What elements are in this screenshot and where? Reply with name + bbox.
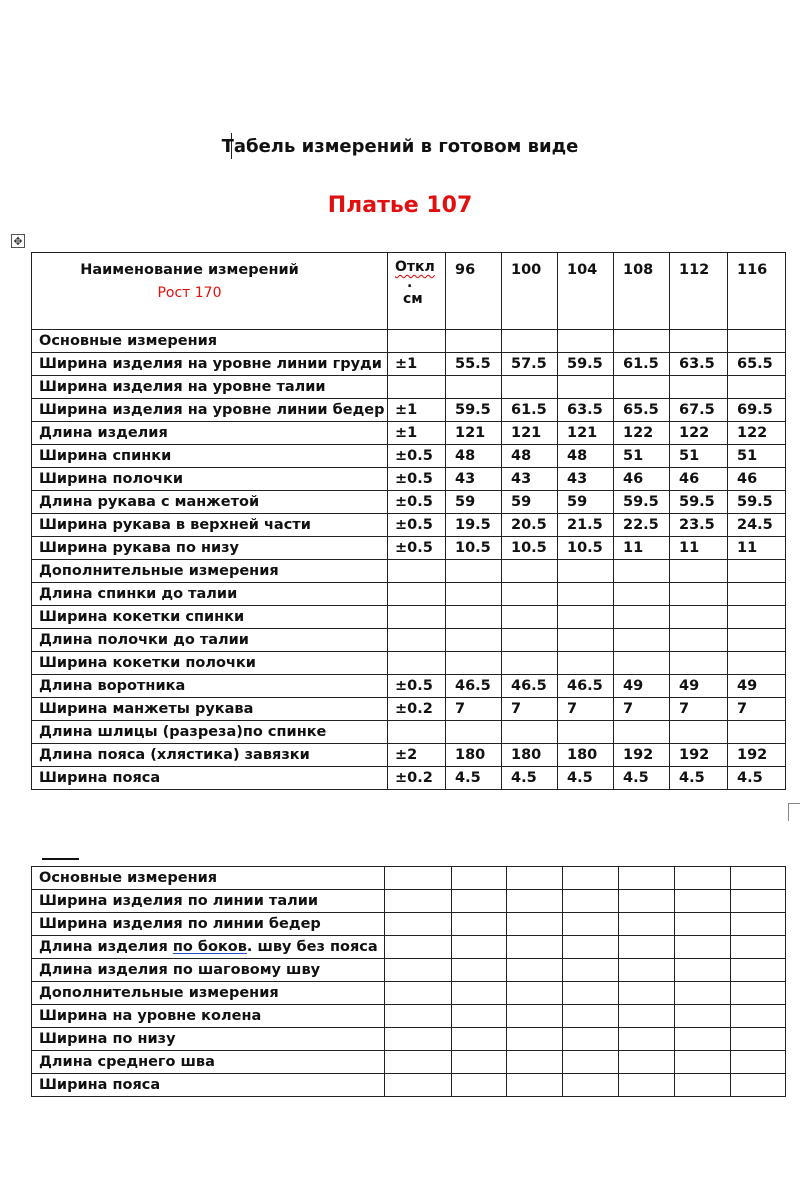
empty-value-cell bbox=[507, 959, 563, 982]
table-row bbox=[32, 675, 786, 698]
table-row bbox=[32, 890, 786, 913]
table-end-marker bbox=[788, 803, 800, 821]
value-cell: 65.5 bbox=[614, 399, 670, 422]
empty-value-cell bbox=[675, 867, 731, 890]
header-height-label: Рост 170 bbox=[157, 285, 222, 301]
tolerance-cell bbox=[388, 606, 446, 629]
header-tolerance-unit: см bbox=[403, 291, 423, 307]
value-cell: 59.5 bbox=[446, 399, 502, 422]
header-size-96: 96 bbox=[446, 253, 502, 330]
value-cell: 122 bbox=[670, 422, 728, 445]
header-size-112: 112 bbox=[670, 253, 728, 330]
value-cell: 10.5 bbox=[558, 537, 614, 560]
measurement-name: Ширина кокетки спинки bbox=[32, 606, 388, 629]
empty-value-cell bbox=[563, 867, 619, 890]
empty-value-cell bbox=[563, 1028, 619, 1051]
empty-value-cell bbox=[385, 1005, 452, 1028]
measurement-name: Дополнительные измерения bbox=[32, 560, 388, 583]
value-cell bbox=[558, 606, 614, 629]
header-tolerance-dot: . bbox=[407, 275, 413, 291]
measurement-name: Дополнительные измерения bbox=[32, 982, 385, 1005]
value-cell: 4.5 bbox=[502, 767, 558, 790]
value-cell bbox=[670, 652, 728, 675]
underlined-term: по боков bbox=[172, 939, 247, 955]
value-cell: 48 bbox=[558, 445, 614, 468]
header-size-116: 116 bbox=[728, 253, 786, 330]
value-cell bbox=[670, 376, 728, 399]
empty-value-cell bbox=[385, 982, 452, 1005]
value-cell bbox=[670, 560, 728, 583]
value-cell: 43 bbox=[502, 468, 558, 491]
value-cell: 23.5 bbox=[670, 514, 728, 537]
tolerance-cell: ±0.5 bbox=[388, 445, 446, 468]
value-cell: 7 bbox=[558, 698, 614, 721]
value-cell: 10.5 bbox=[446, 537, 502, 560]
table-row bbox=[32, 491, 786, 514]
value-cell: 51 bbox=[670, 445, 728, 468]
tolerance-cell: ±1 bbox=[388, 422, 446, 445]
value-cell: 43 bbox=[446, 468, 502, 491]
empty-value-cell bbox=[385, 913, 452, 936]
empty-value-cell bbox=[507, 890, 563, 913]
value-cell bbox=[728, 376, 786, 399]
empty-value-cell bbox=[452, 936, 507, 959]
value-cell: 180 bbox=[446, 744, 502, 767]
value-cell bbox=[502, 583, 558, 606]
value-cell bbox=[502, 606, 558, 629]
secondary-measurement-table bbox=[31, 866, 786, 1097]
tolerance-cell bbox=[388, 330, 446, 353]
value-cell: 46 bbox=[614, 468, 670, 491]
measurement-name: Основные измерения bbox=[32, 330, 388, 353]
value-cell: 59 bbox=[558, 491, 614, 514]
value-cell bbox=[446, 721, 502, 744]
empty-value-cell bbox=[731, 1005, 786, 1028]
value-cell bbox=[446, 629, 502, 652]
header-size-108: 108 bbox=[614, 253, 670, 330]
header-size-104: 104 bbox=[558, 253, 614, 330]
measurement-name: Ширина изделия по линии бедер bbox=[32, 913, 385, 936]
value-cell bbox=[728, 560, 786, 583]
empty-value-cell bbox=[731, 1028, 786, 1051]
empty-value-cell bbox=[731, 913, 786, 936]
empty-value-cell bbox=[507, 867, 563, 890]
table-row bbox=[32, 767, 786, 790]
measurement-name: Ширина полочки bbox=[32, 468, 388, 491]
empty-value-cell bbox=[675, 890, 731, 913]
empty-value-cell bbox=[385, 936, 452, 959]
value-cell: 63.5 bbox=[670, 353, 728, 376]
value-cell: 59.5 bbox=[558, 353, 614, 376]
value-cell: 7 bbox=[614, 698, 670, 721]
value-cell: 46 bbox=[728, 468, 786, 491]
value-cell: 4.5 bbox=[614, 767, 670, 790]
header-tolerance-cell bbox=[388, 253, 446, 330]
empty-value-cell bbox=[619, 1028, 675, 1051]
tolerance-cell bbox=[388, 652, 446, 675]
name-part: Длина изделия bbox=[39, 939, 173, 955]
value-cell bbox=[670, 583, 728, 606]
measurement-name: Длина рукава с манжетой bbox=[32, 491, 388, 514]
table-row bbox=[32, 422, 786, 445]
tolerance-cell bbox=[388, 721, 446, 744]
empty-value-cell bbox=[385, 959, 452, 982]
value-cell: 67.5 bbox=[670, 399, 728, 422]
value-cell bbox=[558, 629, 614, 652]
empty-value-cell bbox=[452, 890, 507, 913]
tolerance-cell: ±0.5 bbox=[388, 514, 446, 537]
empty-value-cell bbox=[507, 982, 563, 1005]
value-cell bbox=[558, 583, 614, 606]
table-row bbox=[32, 1005, 786, 1028]
value-cell: 21.5 bbox=[558, 514, 614, 537]
empty-value-cell bbox=[675, 1028, 731, 1051]
empty-value-cell bbox=[507, 1005, 563, 1028]
value-cell bbox=[670, 721, 728, 744]
value-cell: 46.5 bbox=[446, 675, 502, 698]
value-cell: 11 bbox=[728, 537, 786, 560]
empty-value-cell bbox=[452, 982, 507, 1005]
header-name-cell bbox=[32, 253, 388, 330]
tolerance-cell bbox=[388, 376, 446, 399]
value-cell bbox=[502, 652, 558, 675]
value-cell bbox=[728, 330, 786, 353]
table-row bbox=[32, 1074, 786, 1097]
measurement-name: Ширина пояса bbox=[32, 1074, 385, 1097]
empty-value-cell bbox=[452, 1074, 507, 1097]
empty-value-cell bbox=[563, 890, 619, 913]
value-cell bbox=[558, 560, 614, 583]
value-cell: 10.5 bbox=[502, 537, 558, 560]
value-cell bbox=[446, 652, 502, 675]
measurement-name: Ширина пояса bbox=[32, 767, 388, 790]
value-cell: 65.5 bbox=[728, 353, 786, 376]
empty-value-cell bbox=[452, 1051, 507, 1074]
value-cell: 48 bbox=[446, 445, 502, 468]
value-cell: 7 bbox=[728, 698, 786, 721]
measurement-name: Длина изделия bbox=[32, 422, 388, 445]
measurement-name: Ширина изделия на уровне талии bbox=[32, 376, 388, 399]
value-cell bbox=[670, 629, 728, 652]
empty-value-cell bbox=[452, 959, 507, 982]
value-cell: 20.5 bbox=[502, 514, 558, 537]
measurement-name: Длина среднего шва bbox=[32, 1051, 385, 1074]
value-cell bbox=[558, 652, 614, 675]
value-cell: 59 bbox=[502, 491, 558, 514]
empty-value-cell bbox=[563, 936, 619, 959]
value-cell: 46 bbox=[670, 468, 728, 491]
value-cell bbox=[614, 376, 670, 399]
table-row bbox=[32, 867, 786, 890]
value-cell: 122 bbox=[728, 422, 786, 445]
value-cell: 19.5 bbox=[446, 514, 502, 537]
tolerance-cell bbox=[388, 629, 446, 652]
value-cell: 4.5 bbox=[446, 767, 502, 790]
value-cell: 192 bbox=[670, 744, 728, 767]
value-cell: 46.5 bbox=[558, 675, 614, 698]
value-cell: 51 bbox=[614, 445, 670, 468]
tolerance-cell: ±2 bbox=[388, 744, 446, 767]
empty-value-cell bbox=[619, 1051, 675, 1074]
value-cell bbox=[502, 560, 558, 583]
value-cell bbox=[446, 330, 502, 353]
empty-value-cell bbox=[619, 959, 675, 982]
empty-value-cell bbox=[507, 1028, 563, 1051]
measurement-name: Длина спинки до талии bbox=[32, 583, 388, 606]
measurement-name: Длина пояса (хлястика) завязки bbox=[32, 744, 388, 767]
table-row bbox=[32, 514, 786, 537]
value-cell: 69.5 bbox=[728, 399, 786, 422]
empty-value-cell bbox=[507, 1074, 563, 1097]
value-cell: 55.5 bbox=[446, 353, 502, 376]
empty-value-cell bbox=[675, 982, 731, 1005]
table-row bbox=[32, 744, 786, 767]
value-cell: 51 bbox=[728, 445, 786, 468]
short-rule bbox=[42, 858, 79, 860]
measurement-name: Ширина манжеты рукава bbox=[32, 698, 388, 721]
table-row bbox=[32, 982, 786, 1005]
tolerance-cell: ±0.2 bbox=[388, 767, 446, 790]
value-cell bbox=[614, 652, 670, 675]
value-cell: 49 bbox=[728, 675, 786, 698]
value-cell bbox=[446, 583, 502, 606]
measurement-name: Основные измерения bbox=[32, 867, 385, 890]
table-row bbox=[32, 376, 786, 399]
empty-value-cell bbox=[452, 867, 507, 890]
name-part: . шву без пояса bbox=[246, 939, 378, 955]
tolerance-cell: ±0.5 bbox=[388, 537, 446, 560]
empty-value-cell bbox=[731, 890, 786, 913]
table-row bbox=[32, 606, 786, 629]
measurement-table bbox=[31, 252, 786, 790]
table-row bbox=[32, 913, 786, 936]
value-cell bbox=[614, 330, 670, 353]
table-row bbox=[32, 468, 786, 491]
value-cell bbox=[728, 583, 786, 606]
empty-value-cell bbox=[563, 1074, 619, 1097]
measurement-name: Ширина по низу bbox=[32, 1028, 385, 1051]
value-cell bbox=[446, 606, 502, 629]
empty-value-cell bbox=[731, 959, 786, 982]
empty-value-cell bbox=[731, 1074, 786, 1097]
value-cell: 4.5 bbox=[558, 767, 614, 790]
table-row bbox=[32, 652, 786, 675]
empty-value-cell bbox=[385, 1074, 452, 1097]
table-row bbox=[32, 330, 786, 353]
empty-value-cell bbox=[452, 913, 507, 936]
value-cell: 122 bbox=[614, 422, 670, 445]
table-row bbox=[32, 537, 786, 560]
empty-value-cell bbox=[507, 936, 563, 959]
empty-value-cell bbox=[675, 1051, 731, 1074]
value-cell bbox=[558, 376, 614, 399]
value-cell: 59.5 bbox=[614, 491, 670, 514]
value-cell bbox=[614, 629, 670, 652]
value-cell bbox=[558, 330, 614, 353]
measurement-name: Ширина на уровне колена bbox=[32, 1005, 385, 1028]
table-row bbox=[32, 399, 786, 422]
value-cell bbox=[670, 606, 728, 629]
measurement-name: Длина изделия по шаговому шву bbox=[32, 959, 385, 982]
value-cell: 11 bbox=[614, 537, 670, 560]
value-cell bbox=[670, 330, 728, 353]
value-cell: 4.5 bbox=[670, 767, 728, 790]
value-cell bbox=[728, 606, 786, 629]
empty-value-cell bbox=[563, 1051, 619, 1074]
page-title: Табель измерений в готовом виде bbox=[221, 136, 579, 157]
empty-value-cell bbox=[675, 1074, 731, 1097]
value-cell: 61.5 bbox=[502, 399, 558, 422]
value-cell: 46.5 bbox=[502, 675, 558, 698]
value-cell: 48 bbox=[502, 445, 558, 468]
tolerance-cell: ±0.2 bbox=[388, 698, 446, 721]
empty-value-cell bbox=[675, 959, 731, 982]
empty-value-cell bbox=[619, 913, 675, 936]
value-cell: 24.5 bbox=[728, 514, 786, 537]
empty-value-cell bbox=[452, 1005, 507, 1028]
table-row bbox=[32, 721, 786, 744]
value-cell: 121 bbox=[446, 422, 502, 445]
value-cell: 180 bbox=[502, 744, 558, 767]
tolerance-cell: ±1 bbox=[388, 399, 446, 422]
value-cell bbox=[728, 652, 786, 675]
empty-value-cell bbox=[563, 1005, 619, 1028]
empty-value-cell bbox=[563, 959, 619, 982]
table-row bbox=[32, 1028, 786, 1051]
value-cell bbox=[614, 583, 670, 606]
measurement-name: Длина полочки до талии bbox=[32, 629, 388, 652]
value-cell bbox=[446, 376, 502, 399]
value-cell: 49 bbox=[670, 675, 728, 698]
value-cell: 43 bbox=[558, 468, 614, 491]
table-row bbox=[32, 560, 786, 583]
empty-value-cell bbox=[731, 982, 786, 1005]
empty-value-cell bbox=[385, 1028, 452, 1051]
table-row bbox=[32, 959, 786, 982]
empty-value-cell bbox=[619, 867, 675, 890]
measurement-name: Ширина рукава в верхней части bbox=[32, 514, 388, 537]
empty-value-cell bbox=[563, 913, 619, 936]
value-cell bbox=[502, 721, 558, 744]
table-row bbox=[32, 936, 786, 959]
empty-value-cell bbox=[385, 890, 452, 913]
value-cell bbox=[728, 629, 786, 652]
value-cell: 121 bbox=[502, 422, 558, 445]
value-cell bbox=[502, 629, 558, 652]
header-name-label: Наименование измерений bbox=[80, 262, 299, 278]
value-cell: 59 bbox=[446, 491, 502, 514]
measurement-name: Длина шлицы (разреза)по спинке bbox=[32, 721, 388, 744]
value-cell: 4.5 bbox=[728, 767, 786, 790]
value-cell: 59.5 bbox=[728, 491, 786, 514]
value-cell: 192 bbox=[614, 744, 670, 767]
tolerance-cell: ±0.5 bbox=[388, 491, 446, 514]
table-header-row bbox=[32, 253, 786, 330]
empty-value-cell bbox=[619, 1074, 675, 1097]
header-size-100: 100 bbox=[502, 253, 558, 330]
empty-value-cell bbox=[563, 982, 619, 1005]
measurement-name: Ширина спинки bbox=[32, 445, 388, 468]
value-cell: 63.5 bbox=[558, 399, 614, 422]
value-cell: 7 bbox=[670, 698, 728, 721]
measurement-name: Ширина изделия на уровне линии груди bbox=[32, 353, 388, 376]
measurement-name: Ширина изделия по линии талии bbox=[32, 890, 385, 913]
value-cell: 49 bbox=[614, 675, 670, 698]
value-cell: 7 bbox=[502, 698, 558, 721]
empty-value-cell bbox=[619, 936, 675, 959]
value-cell bbox=[728, 721, 786, 744]
table-row bbox=[32, 353, 786, 376]
empty-value-cell bbox=[507, 1051, 563, 1074]
empty-value-cell bbox=[731, 936, 786, 959]
empty-value-cell bbox=[385, 867, 452, 890]
value-cell: 22.5 bbox=[614, 514, 670, 537]
value-cell bbox=[446, 560, 502, 583]
measurement-name: Ширина рукава по низу bbox=[32, 537, 388, 560]
tolerance-cell: ±0.5 bbox=[388, 468, 446, 491]
value-cell: 180 bbox=[558, 744, 614, 767]
value-cell bbox=[558, 721, 614, 744]
empty-value-cell bbox=[675, 1005, 731, 1028]
header-tolerance-label: Откл bbox=[395, 259, 435, 275]
empty-value-cell bbox=[619, 982, 675, 1005]
empty-value-cell bbox=[731, 867, 786, 890]
table-row bbox=[32, 698, 786, 721]
empty-value-cell bbox=[619, 1005, 675, 1028]
empty-value-cell bbox=[452, 1028, 507, 1051]
table-row bbox=[32, 1051, 786, 1074]
tolerance-cell: ±0.5 bbox=[388, 675, 446, 698]
value-cell bbox=[502, 376, 558, 399]
tolerance-cell bbox=[388, 583, 446, 606]
table-row bbox=[32, 445, 786, 468]
empty-value-cell bbox=[507, 913, 563, 936]
value-cell: 192 bbox=[728, 744, 786, 767]
value-cell bbox=[614, 606, 670, 629]
tolerance-cell: ±1 bbox=[388, 353, 446, 376]
measurement-name: Ширина кокетки полочки bbox=[32, 652, 388, 675]
value-cell bbox=[502, 330, 558, 353]
measurement-name: Длина воротника bbox=[32, 675, 388, 698]
value-cell bbox=[614, 721, 670, 744]
empty-value-cell bbox=[731, 1051, 786, 1074]
empty-value-cell bbox=[619, 890, 675, 913]
value-cell bbox=[614, 560, 670, 583]
value-cell: 121 bbox=[558, 422, 614, 445]
document-subtitle: Платье 107 bbox=[327, 193, 473, 218]
measurement-name: Ширина изделия на уровне линии бедер bbox=[32, 399, 388, 422]
tolerance-cell bbox=[388, 560, 446, 583]
value-cell: 61.5 bbox=[614, 353, 670, 376]
measurement-name bbox=[32, 936, 385, 959]
empty-value-cell bbox=[675, 936, 731, 959]
table-row bbox=[32, 583, 786, 606]
value-cell: 11 bbox=[670, 537, 728, 560]
empty-value-cell bbox=[675, 913, 731, 936]
empty-value-cell bbox=[385, 1051, 452, 1074]
table-row bbox=[32, 629, 786, 652]
value-cell: 59.5 bbox=[670, 491, 728, 514]
value-cell: 7 bbox=[446, 698, 502, 721]
table-move-handle-icon[interactable]: ✥ bbox=[11, 234, 25, 248]
value-cell: 57.5 bbox=[502, 353, 558, 376]
